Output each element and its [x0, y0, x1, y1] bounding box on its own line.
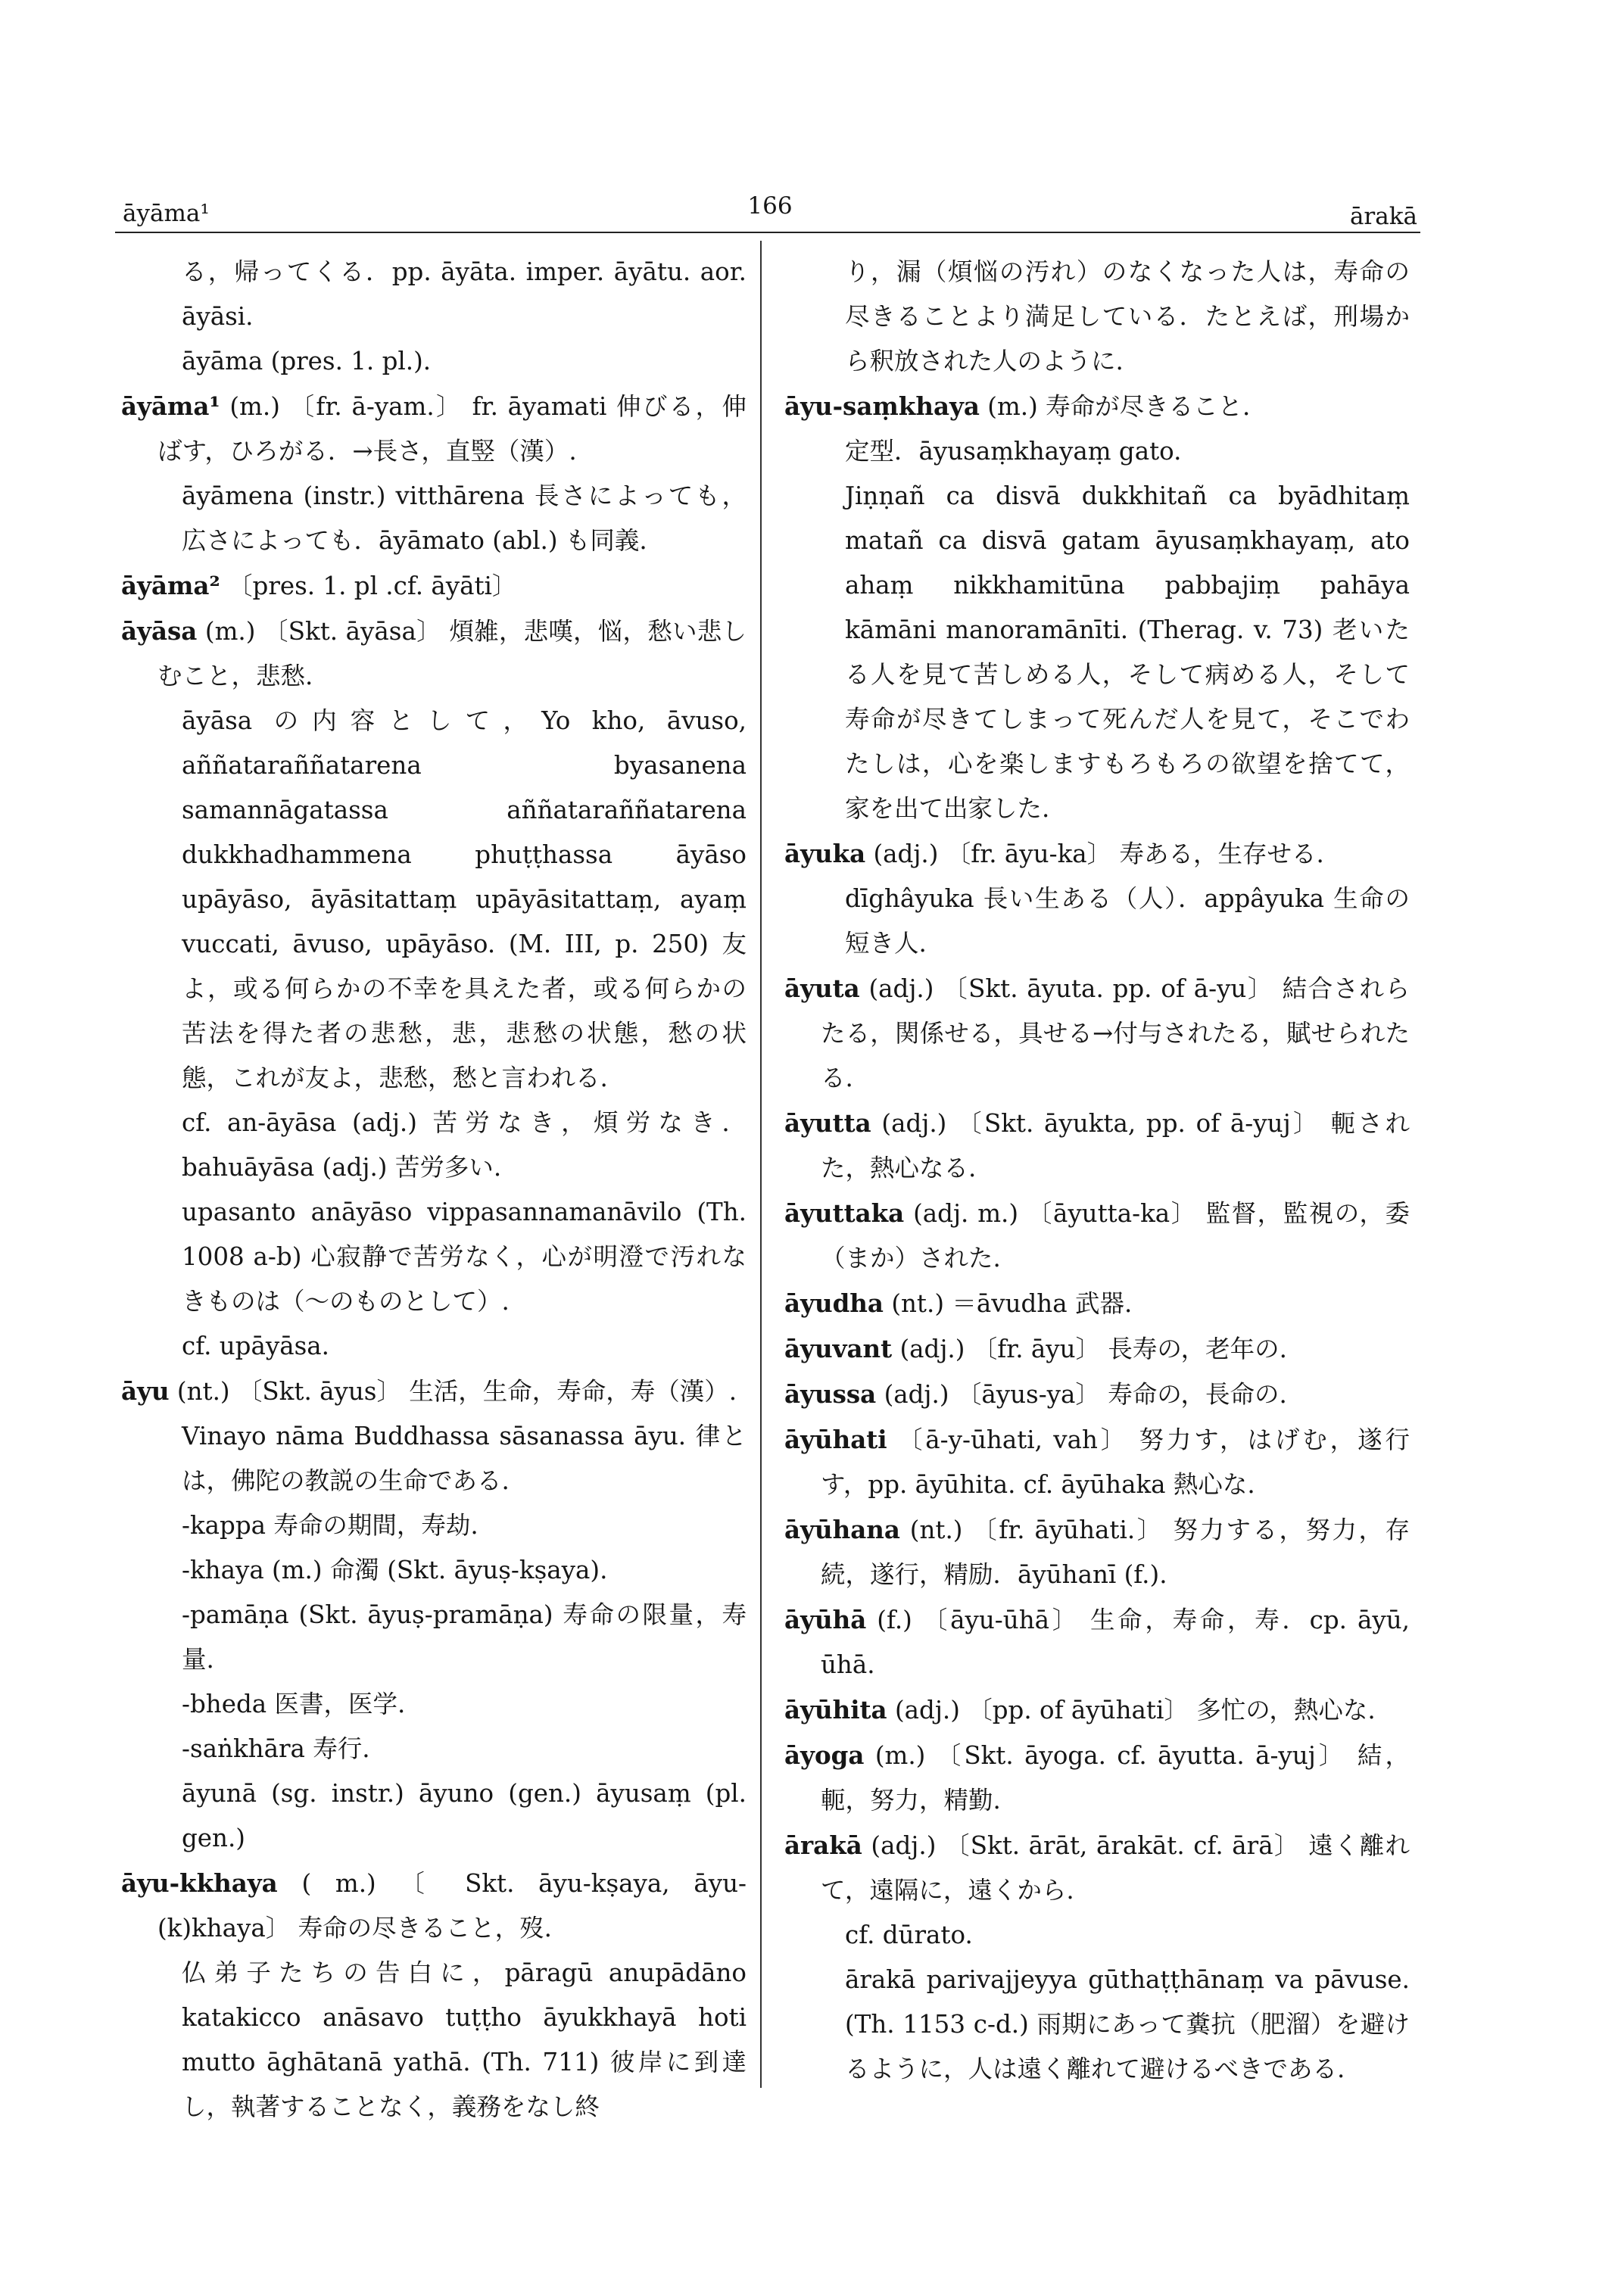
headword: āyoga [784, 1740, 865, 1770]
entry-text: cf. upāyāsa. [182, 1332, 329, 1360]
entry-continuation [121, 1951, 747, 2129]
entry-text: āyāmena (instr.) vitthārena 長さによっても，広さによっても．āyāmato (abl.) も同義. [182, 481, 747, 555]
entry-text: -bheda 医書，医学. [182, 1690, 406, 1718]
entry-text: āyāma (pres. 1. pl.). [182, 347, 432, 375]
header-left-guide-word: āyāma¹ [123, 200, 210, 227]
entry-text: (adj.) 〔Skt. āyuta. pp. of ā-yu〕 結合されらたる，関係せる，具せる→付与されたる，賦せられたる. [821, 974, 1410, 1092]
dictionary-entry [784, 384, 1410, 429]
entry-text: āyunā (sg. instr.) āyuno (gen.) āyusaṃ (pl. gen.) [182, 1779, 747, 1852]
entry-continuation [121, 1771, 747, 1861]
page-header [123, 192, 1417, 230]
entry-continuation [121, 1548, 747, 1593]
dictionary-entry [784, 1507, 1410, 1597]
entry-text: Jiṇṇañ ca disvā dukkhitañ ca byādhitaṃ matañ ca disvā gatam āyusaṃkhayaṃ, ato ahaṃ nikkhamitūna pabbajiṃ pahāya kāmāni manoramānīti. (Therag. v. 73) 老いたる人を見て苦しめる人，そして病める人，そして寿命が尽きてしまって死んだ人を見て，そこでわたしは，心を楽しますもろもろの欲望を捨てて，家を出て出家した. [845, 481, 1410, 823]
headword: āyu [121, 1376, 170, 1406]
headword: āyudha [784, 1288, 884, 1318]
headword: ārakā [784, 1830, 862, 1860]
dictionary-entry [121, 563, 747, 609]
header-right-guide-word: ārakā [1349, 203, 1417, 230]
headword: āyāma² [121, 571, 220, 600]
headword: āyūhati [784, 1425, 887, 1454]
entry-text: cf. dūrato. [845, 1921, 973, 1949]
entry-text: (m.) 寿命が尽きること． [979, 392, 1267, 421]
entry-text: 〔pres. 1. pl .cf. āyāti〕 [220, 572, 517, 600]
entry-text: (nt.) 〔Skt. āyus〕 生活，生命，寿命，寿（漢）. [169, 1377, 737, 1406]
headword: āyuvant [784, 1334, 893, 1363]
entry-text: (adj.) 〔pp. of āyūhati〕 多忙の，熱心な. [887, 1696, 1376, 1724]
entry-continuation [784, 429, 1410, 474]
page-number: 166 [747, 192, 793, 220]
entry-text: (adj. m.) 〔āyutta-ka〕 監督，監視の，委（まか）された. [821, 1199, 1410, 1273]
entry-continuation [121, 339, 747, 384]
dictionary-entry [784, 1372, 1410, 1417]
entry-text: 仏弟子たちの告白に，pāragū anupādāno katakicco anāsavo tuṭṭho āyukkhayā hoti mutto āghātanā yathā. (Th. 711) 彼岸に到達し，執著することなく，義務をなし終 [182, 1958, 747, 2121]
headword: āyu-kkhaya [121, 1868, 278, 1898]
dictionary-entry [784, 1101, 1410, 1191]
header-rule [115, 232, 1420, 233]
entry-text: (adj.) 〔fr. āyu-ka〕 寿ある，生存せる. [865, 840, 1324, 868]
entry-text: -kappa 寿命の期間，寿劫. [182, 1511, 478, 1540]
entry-text: (nt.) ＝āvudha 武器. [883, 1289, 1133, 1318]
entry-continuation [121, 1503, 747, 1548]
entry-continuation [784, 1913, 1410, 1958]
dictionary-entry [121, 1369, 747, 1414]
left-column [121, 250, 747, 2129]
entry-text: -saṅkhāra 寿行. [182, 1734, 370, 1763]
entry-continuation [121, 1593, 747, 1682]
entry-text: -khaya (m.) 命濁 (Skt. āyuṣ-kṣaya). [182, 1556, 608, 1584]
entry-text: dīghâyuka 長い生ある（人）．appâyuka 生命の短き人. [845, 884, 1410, 958]
headword: āyāma¹ [121, 391, 220, 421]
headword: āyutta [784, 1108, 871, 1138]
entry-continuation [121, 250, 747, 339]
entry-continuation [121, 1324, 747, 1369]
entry-text: (adj.) 〔fr. āyu〕 長寿の，老年の. [892, 1335, 1287, 1363]
entry-text: (f.) 〔āyu-ūhā〕 生命，寿命，寿．cp. āyū, ūhā. [821, 1606, 1410, 1679]
headword: āyussa [784, 1379, 877, 1409]
entry-text: (adj.) 〔Skt. āyukta, pp. of ā-yuj〕 軛された，熱心なる. [821, 1109, 1410, 1182]
dictionary-entry [784, 1733, 1410, 1823]
entry-continuation [784, 250, 1410, 384]
entry-text: り，漏（煩悩の汚れ）のなくなった人は，寿命の尽きることより満足している．たとえば，刑場から釈放された人のように. [845, 257, 1410, 375]
entry-continuation [784, 474, 1410, 831]
dictionary-entry [121, 1861, 747, 1951]
dictionary-entry [784, 1823, 1410, 1913]
entry-text: (m.) 〔Skt. āyāsa〕 煩雑，悲嘆，悩，愁い悲しむこと，悲愁. [157, 617, 747, 690]
entry-text: (nt.) 〔fr. āyūhati.〕 努力する，努力，存続，遂行，精励．āyūhanī (f.). [821, 1516, 1410, 1589]
entry-text: 定型．āyusaṃkhayaṃ gato. [845, 437, 1182, 466]
entry-continuation [121, 1101, 747, 1190]
dictionary-entry [784, 1326, 1410, 1372]
entry-continuation [121, 1414, 747, 1503]
entry-continuation [121, 1727, 747, 1771]
entry-text: ārakā parivajjeyya gūthaṭṭhānaṃ va pāvuse. (Th. 1153 c-d.) 雨期にあって糞抗（肥溜）を避けるように，人は遠く離れて避けるべきである. [845, 1965, 1410, 2083]
entry-continuation [121, 1190, 747, 1324]
entry-text: cf. an-āyāsa (adj.) 苦労なき，煩労なき．bahuāyāsa (adj.) 苦労多い. [182, 1108, 747, 1182]
headword: āyuta [784, 974, 860, 1003]
entry-text: -pamāṇa (Skt. āyuṣ-pramāṇa) 寿命の限量，寿量. [182, 1600, 747, 1674]
entry-text: (m.) 〔fr. ā-yam.〕 fr. āyamati 伸びる，伸ばす，ひろがる．→長さ，直竪（漢）. [157, 392, 747, 466]
dictionary-entry [784, 1191, 1410, 1281]
dictionary-entry [784, 1281, 1410, 1326]
dictionary-entry [121, 384, 747, 474]
entry-text: (adj.) 〔āyus-ya〕 寿命の，長命の. [876, 1380, 1287, 1409]
entry-continuation [121, 699, 747, 1101]
dictionary-entry [784, 831, 1410, 877]
dictionary-entry [784, 1417, 1410, 1507]
entry-text: (adj.) 〔Skt. ārāt, ārakāt. cf. ārā〕 遠く離れて，遠隔に，遠くから. [821, 1831, 1410, 1905]
entry-continuation [121, 1682, 747, 1727]
headword: āyuttaka [784, 1198, 905, 1228]
column-divider [760, 241, 762, 2088]
headword: āyūhā [784, 1605, 867, 1634]
headword: āyūhita [784, 1695, 887, 1724]
entry-text: る，帰ってくる．pp. āyāta. imper. āyātu. aor. āyāsi. [182, 257, 747, 331]
entry-text: Vinayo nāma Buddhassa sāsanassa āyu. 律とは，佛陀の教説の生命である. [182, 1422, 747, 1495]
headword: āyāsa [121, 616, 198, 646]
dictionary-entry [784, 1687, 1410, 1733]
entry-text: upasanto anāyāso vippasannamanāvilo (Th. 1008 a-b) 心寂静で苦労なく，心が明澄で汚れなきものは（〜のものとして）. [182, 1198, 747, 1316]
entry-text: 〔ā-y-ūhati, vah〕 努力す，はげむ，遂行す，pp. āyūhita. cf. āyūhaka 熱心な. [821, 1425, 1410, 1499]
entry-text: ( m.) 〔 Skt. āyu-kṣaya, āyu-(k)khaya〕 寿命の尽きること，歿. [157, 1869, 747, 1943]
entry-text: (m.) 〔Skt. āyoga. cf. āyutta. ā-yuj〕 結，軛，努力，精勤. [821, 1741, 1410, 1815]
headword: āyu-saṃkhaya [784, 391, 980, 421]
entry-text: āyāsa の内容として，Yo kho, āvuso, aññatarаññatarena byasanena samannāgatassa aññatarаññatarena dukkhadhammena phuṭṭhassa āyāso upāyāso, āyāsitattaṃ upāyāsitattaṃ, ayaṃ vuccati, āvuso, upāyāso. (M. III, p. 250) 友よ，或る何らかの不幸を具えた者，或る何らかの苦法を得た者の悲愁，悲，悲愁の状態，愁の状態，これが友よ，悲愁，愁と言われる. [182, 706, 747, 1092]
entry-continuation [121, 474, 747, 563]
right-column [784, 250, 1410, 2092]
entry-continuation [784, 1958, 1410, 2092]
dictionary-entry [784, 966, 1410, 1101]
dictionary-entry [784, 1597, 1410, 1687]
headword: āyuka [784, 839, 866, 868]
entry-continuation [784, 877, 1410, 966]
headword: āyūhana [784, 1515, 900, 1544]
dictionary-entry [121, 609, 747, 699]
